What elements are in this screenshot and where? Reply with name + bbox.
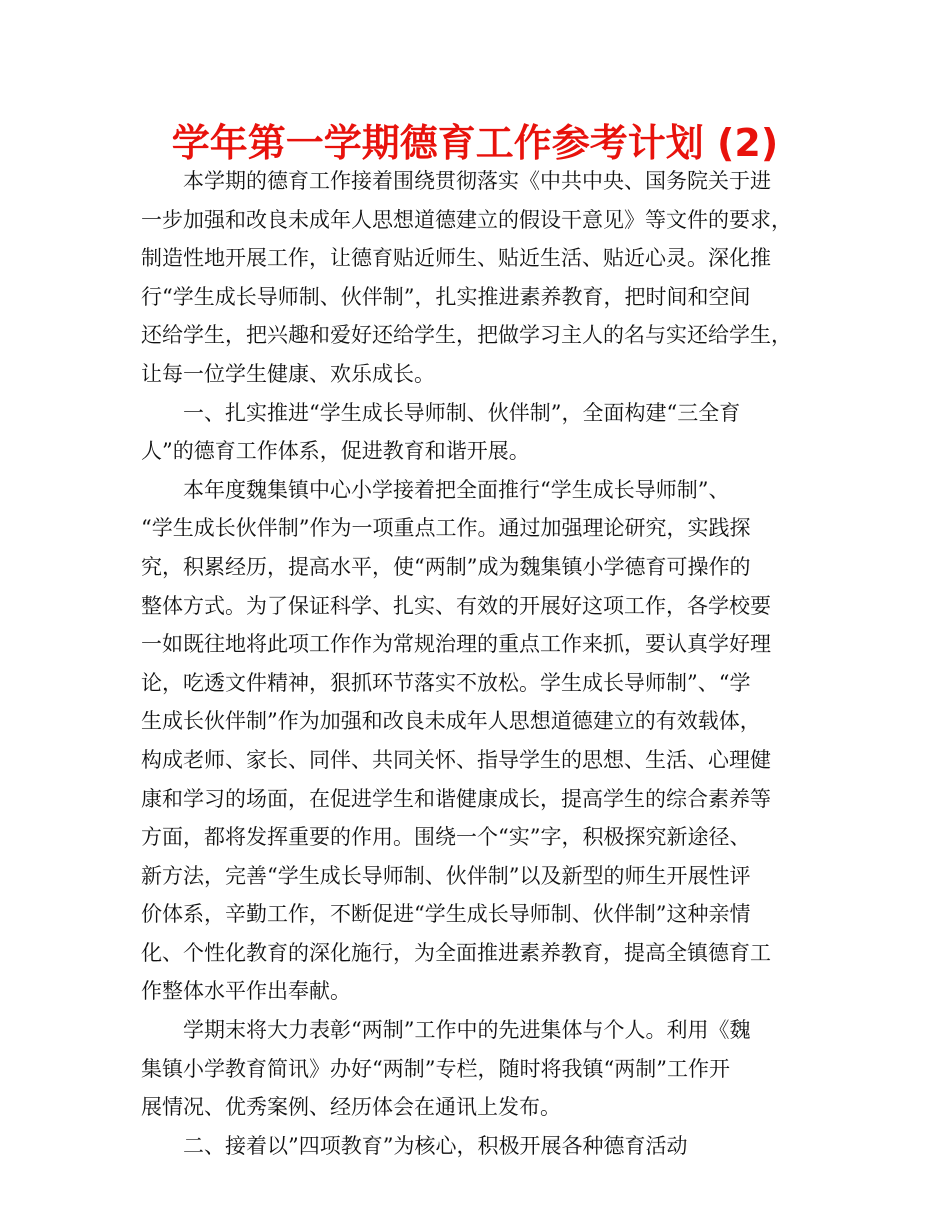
paragraph-line: 一步加强和改良未成年人思想道德建立的假设干意见》等文件的要求， — [141, 207, 792, 232]
paragraph-line: 集镇小学教育简讯》办好“两制”专栏，随时将我镇“两制”工作开 — [141, 1056, 730, 1081]
paragraph-line: 康和学习的场面，在促进学生和谐健康成长，提高学生的综合素养等 — [141, 786, 771, 811]
paragraph-line: 二、接着以”四项教育”为核心，积极开展各种德育活动 — [183, 1133, 688, 1158]
paragraph-line: 化、个性化教育的深化施行，为全面推进素养教育，提高全镇德育工 — [141, 940, 771, 965]
paragraph-line: 本学期的德育工作接着围绕贯彻落实《中共中央、国务院关于进 — [183, 169, 771, 193]
paragraph-line: 一、扎实推进“学生成长导师制、伙伴制”，全面构建“三全育 — [183, 400, 741, 425]
paragraph-line: 生成长伙伴制”作为加强和改良未成年人思想道德建立的有效载体， — [141, 709, 761, 734]
paragraph-line: “学生成长伙伴制”作为一项重点工作。通过加强理论研究，实践探 — [141, 516, 751, 541]
paragraph-line: 本年度魏集镇中心小学接着把全面推行“学生成长导师制”、 — [183, 477, 730, 502]
paragraph-line: 方面，都将发挥重要的作用。围绕一个“实”字，积极探究新途径、 — [141, 825, 751, 850]
paragraph-line: 论，吃透文件精神，狠抓环节落实不放松。学生成长导师制”、“学 — [141, 670, 751, 695]
paragraph-line: 究，积累经历，提高水平，使“两制”成为魏集镇小学德育可操作的 — [141, 554, 751, 579]
paragraph-line: 一如既往地将此项工作作为常规治理的重点工作来抓，要认真学好理 — [141, 632, 771, 657]
page-title: 学年第一学期德育工作参考计划 (2) — [171, 121, 779, 165]
paragraph — [141, 1011, 831, 1127]
paragraph — [141, 471, 831, 1011]
paragraph-line: 构成老师、家长、同伴、共同关怀、指导学生的思想、生活、心理健 — [141, 747, 771, 772]
paragraph-line: 让每一位学生健康、欢乐成长。 — [141, 361, 435, 386]
document-body — [141, 162, 831, 1165]
paragraph-line: 学期末将大力表彰“两制”工作中的先进集体与个人。利用《魏 — [183, 1018, 751, 1043]
paragraph — [141, 394, 831, 471]
paragraph-line: 价体系，辛勤工作，不断促进“学生成长导师制、伙伴制”这种亲情 — [141, 902, 751, 927]
paragraph-line: 行“学生成长导师制、伙伴制”，扎实推进素养教育，把时间和空间 — [141, 284, 751, 309]
paragraph-line: 作整体水平作出奉献。 — [141, 979, 351, 1004]
paragraph-line: 制造性地开展工作，让德育贴近师生、贴近生活、贴近心灵。深化推 — [141, 246, 771, 271]
paragraph-line: 人”的德育工作体系，促进教育和谐开展。 — [141, 439, 530, 464]
paragraph-line: 整体方式。为了保证科学、扎实、有效的开展好这项工作，各学校要 — [141, 593, 771, 618]
paragraph — [141, 162, 831, 394]
paragraph-line: 还给学生，把兴趣和爱好还给学生，把做学习主人的名与实还给学生， — [141, 323, 792, 348]
paragraph — [141, 1127, 831, 1166]
paragraph-line: 展情况、优秀案例、经历体会在通讯上发布。 — [141, 1095, 561, 1120]
paragraph-line: 新方法，完善“学生成长导师制、伙伴制”以及新型的师生开展性评 — [141, 863, 751, 888]
